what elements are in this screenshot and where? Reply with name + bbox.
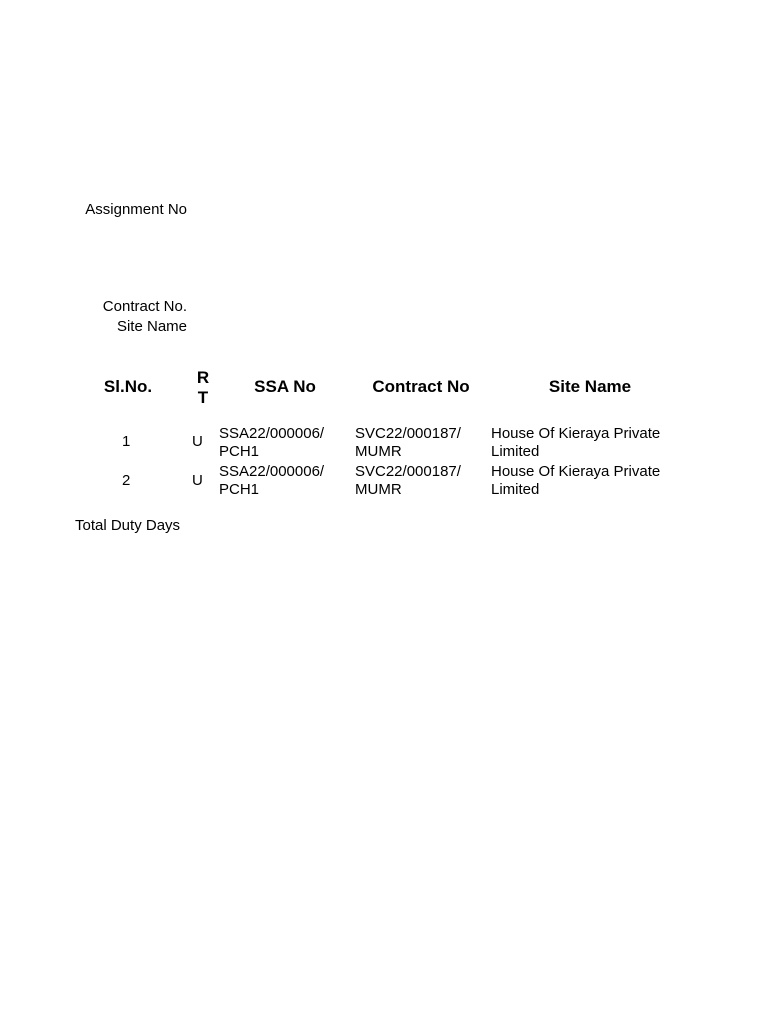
row-ssa-no-line2: PCH1	[219, 443, 260, 460]
header-slno: Sl.No.	[103, 377, 153, 396]
row-ssa-no-line1: SSA22/000006/	[219, 425, 325, 442]
row-rt: U	[192, 472, 203, 489]
total-duty-days-label: Total Duty Days	[75, 517, 181, 534]
row-ssa-no-line1: SSA22/000006/	[219, 463, 325, 480]
row-site-name-line1: House Of Kieraya Private	[491, 463, 661, 480]
row-site-name-line2: Limited	[491, 443, 540, 460]
header-site-name: Site Name	[548, 377, 632, 396]
row-contract-no-line1: SVC22/000187/	[355, 463, 461, 480]
row-site-name	[491, 425, 660, 461]
row-contract-no-line2: MUMR	[355, 481, 402, 498]
row-contract-no	[355, 425, 461, 461]
contract-no-label: Contract No.	[102, 298, 187, 315]
header-contract-no: Contract No	[372, 377, 470, 396]
row-slno: 2	[122, 472, 131, 489]
row-rt: U	[192, 433, 203, 450]
row-ssa-no	[219, 425, 324, 461]
row-contract-no	[355, 463, 461, 499]
header-ssa-no: SSA No	[254, 377, 316, 396]
header-rt-line2: T	[197, 388, 209, 407]
row-site-name	[491, 463, 660, 499]
row-site-name-line2: Limited	[491, 481, 540, 498]
row-contract-no-line1: SVC22/000187/	[355, 425, 461, 442]
header-rt-line1: R	[196, 368, 210, 387]
row-slno: 1	[122, 433, 131, 450]
row-site-name-line1: House Of Kieraya Private	[491, 425, 661, 442]
row-ssa-no	[219, 463, 324, 499]
row-contract-no-line2: MUMR	[355, 443, 402, 460]
site-name-label: Site Name	[116, 318, 187, 335]
row-ssa-no-line2: PCH1	[219, 481, 260, 498]
header-rt	[188, 368, 218, 408]
assignment-no-label: Assignment No	[85, 201, 187, 218]
